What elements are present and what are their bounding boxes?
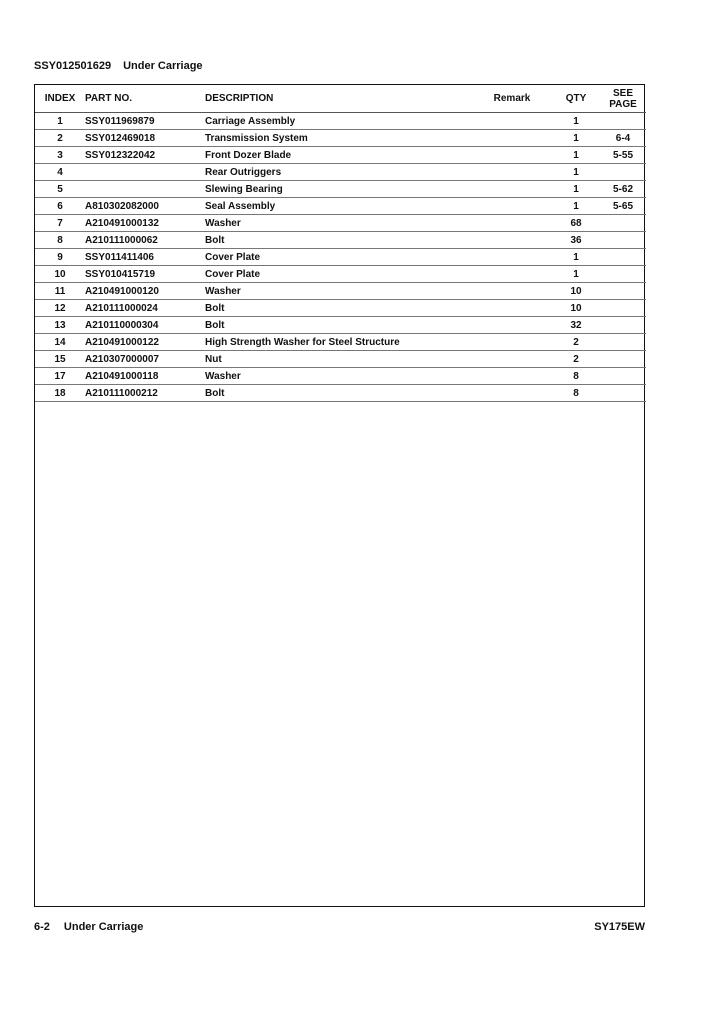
cell-part-no: A210111000212 [85,385,205,402]
table-row [35,334,646,351]
cell-part-no: A210491000132 [85,215,205,232]
cell-see-page: 6-4 [600,130,646,147]
cell-description: Cover Plate [205,266,472,283]
cell-see-page [600,215,646,232]
column-header-index: INDEX [35,85,85,113]
cell-qty: 8 [552,368,600,385]
cell-qty: 1 [552,113,600,130]
cell-remark [472,266,552,283]
parts-list-frame [34,84,645,907]
cell-remark [472,368,552,385]
cell-qty: 2 [552,334,600,351]
table-row [35,385,646,402]
cell-index: 13 [35,317,85,334]
cell-description: Carriage Assembly [205,113,472,130]
cell-see-page [600,300,646,317]
cell-see-page [600,249,646,266]
table-row [35,351,646,368]
table-row [35,232,646,249]
cell-remark [472,249,552,266]
cell-remark [472,317,552,334]
cell-index: 9 [35,249,85,266]
table-row [35,113,646,130]
cell-remark [472,334,552,351]
table-row [35,368,646,385]
see-page-line-2: PAGE [609,98,637,110]
cell-index: 15 [35,351,85,368]
cell-see-page [600,351,646,368]
cell-description: Front Dozer Blade [205,147,472,164]
footer-model: SY175EW [594,921,645,933]
cell-index: 7 [35,215,85,232]
cell-see-page: 5-55 [600,147,646,164]
footer-page-number: 6-2 [34,921,50,933]
cell-part-no: A210111000024 [85,300,205,317]
cell-qty: 10 [552,300,600,317]
table-row [35,300,646,317]
cell-part-no: A210491000118 [85,368,205,385]
cell-see-page [600,232,646,249]
see-page-line-1: SEE [612,87,633,99]
cell-see-page: 5-65 [600,198,646,215]
header-part-number: SSY012501629 [34,60,112,72]
cell-index: 5 [35,181,85,198]
cell-qty: 68 [552,215,600,232]
cell-description: Cover Plate [205,249,472,266]
table-row [35,181,646,198]
column-header-see-page [600,85,646,113]
cell-part-no: SSY011411406 [85,249,205,266]
table-row [35,283,646,300]
cell-index: 1 [35,113,85,130]
cell-qty: 32 [552,317,600,334]
cell-see-page [600,113,646,130]
table-row [35,147,646,164]
cell-see-page [600,283,646,300]
cell-qty: 1 [552,147,600,164]
cell-remark [472,198,552,215]
cell-see-page: 5-62 [600,181,646,198]
page-header [34,60,203,72]
column-header-remark: Remark [472,85,552,113]
cell-index: 11 [35,283,85,300]
cell-index: 8 [35,232,85,249]
cell-index: 6 [35,198,85,215]
header-title: Under Carriage [123,60,203,72]
cell-qty: 1 [552,249,600,266]
cell-index: 3 [35,147,85,164]
cell-description: Transmission System [205,130,472,147]
cell-index: 17 [35,368,85,385]
table-row [35,215,646,232]
column-header-part-no: PART NO. [85,85,205,113]
cell-remark [472,300,552,317]
cell-qty: 36 [552,232,600,249]
cell-description: Bolt [205,232,472,249]
cell-index: 12 [35,300,85,317]
cell-remark [472,351,552,368]
cell-description: Bolt [205,300,472,317]
table-header-row [35,85,646,113]
cell-description: Slewing Bearing [205,181,472,198]
cell-qty: 1 [552,181,600,198]
cell-remark [472,385,552,402]
cell-description: Washer [205,215,472,232]
cell-remark [472,113,552,130]
cell-index: 14 [35,334,85,351]
cell-see-page [600,368,646,385]
cell-see-page [600,164,646,181]
cell-see-page [600,385,646,402]
cell-remark [472,232,552,249]
cell-remark [472,130,552,147]
cell-remark [472,215,552,232]
cell-part-no: A810302082000 [85,198,205,215]
table-row [35,249,646,266]
cell-description: Seal Assembly [205,198,472,215]
column-header-description: DESCRIPTION [205,85,472,113]
cell-description: High Strength Washer for Steel Structure [205,334,472,351]
table-row [35,266,646,283]
parts-table [35,85,646,402]
cell-see-page [600,266,646,283]
cell-description: Washer [205,368,472,385]
cell-qty: 1 [552,266,600,283]
cell-index: 18 [35,385,85,402]
footer-section: Under Carriage [63,921,144,933]
column-header-qty: QTY [552,85,600,113]
cell-part-no: SSY012469018 [85,130,205,147]
cell-qty: 1 [552,130,600,147]
cell-qty: 10 [552,283,600,300]
cell-part-no: SSY012322042 [85,147,205,164]
table-row [35,198,646,215]
cell-part-no: A210307000007 [85,351,205,368]
cell-remark [472,147,552,164]
cell-description: Nut [205,351,472,368]
cell-index: 2 [35,130,85,147]
cell-description: Rear Outriggers [205,164,472,181]
cell-see-page [600,317,646,334]
cell-part-no: SSY010415719 [85,266,205,283]
cell-part-no: A210111000062 [85,232,205,249]
cell-qty: 2 [552,351,600,368]
cell-remark [472,283,552,300]
cell-part-no [85,181,205,198]
cell-qty: 8 [552,385,600,402]
cell-remark [472,181,552,198]
cell-qty: 1 [552,198,600,215]
footer-left [34,921,143,933]
cell-part-no [85,164,205,181]
parts-table-body [35,113,646,402]
cell-see-page [600,334,646,351]
cell-part-no: A210110000304 [85,317,205,334]
cell-part-no: SSY011969879 [85,113,205,130]
cell-part-no: A210491000120 [85,283,205,300]
table-row [35,317,646,334]
cell-description: Washer [205,283,472,300]
cell-remark [472,164,552,181]
table-row [35,130,646,147]
table-row [35,164,646,181]
cell-index: 4 [35,164,85,181]
cell-description: Bolt [205,385,472,402]
cell-qty: 1 [552,164,600,181]
cell-description: Bolt [205,317,472,334]
cell-part-no: A210491000122 [85,334,205,351]
cell-index: 10 [35,266,85,283]
